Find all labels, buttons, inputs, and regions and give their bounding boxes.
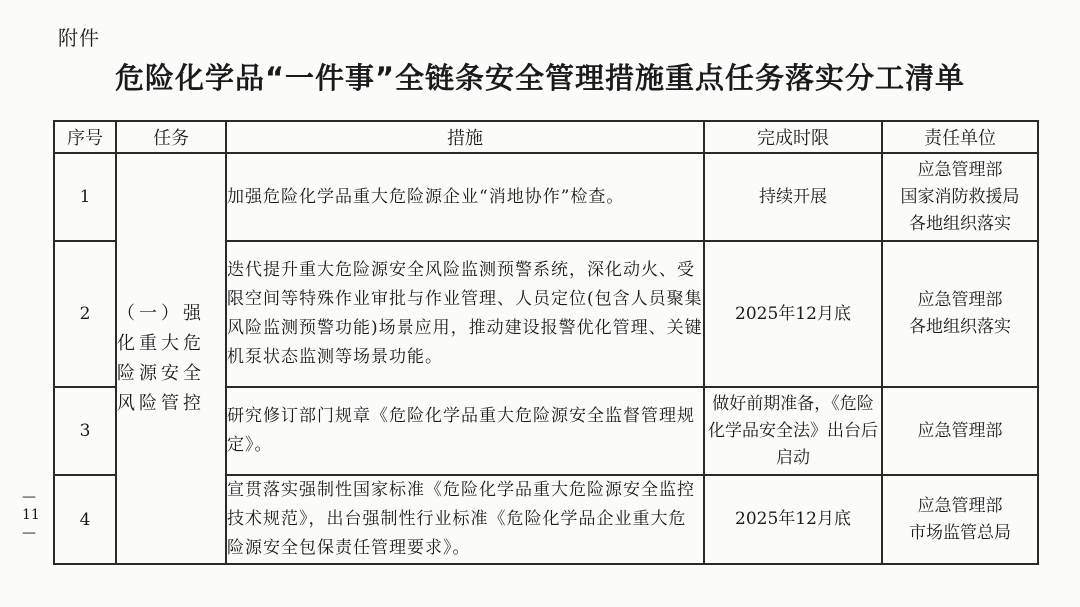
- measure-cell: 研究修订部门规章《危险化学品重大危险源安全监督管理规定》。: [226, 387, 704, 475]
- measure-cell: 加强危险化学品重大危险源企业“消地协作”检查。: [226, 153, 704, 241]
- page-number-value: 11: [22, 507, 40, 523]
- header-task: 任务: [116, 121, 226, 153]
- page-number: [22, 488, 40, 542]
- measure-cell: 迭代提升重大危险源安全风险监测预警系统，深化动火、受限空间等特殊作业审批与作业管理、人员定位(包含人员聚集风险监测预警功能)场景应用，推动建设报警优化管理、关键机泵状态监测等场景功能。: [226, 241, 704, 387]
- row-number: 3: [54, 387, 116, 475]
- unit-name: 应急管理部: [917, 159, 1003, 180]
- deadline-cell: 2025年12月底: [704, 241, 882, 387]
- page-number-dash-bottom: —: [22, 525, 36, 541]
- row-number: 1: [54, 153, 116, 241]
- row-number: 4: [54, 475, 116, 564]
- unit-name: 国家消防救援局: [900, 186, 1020, 207]
- deadline-cell: 做好前期准备，《危险化学品安全法》出台后启动: [704, 387, 882, 475]
- unit-cell: [882, 387, 1038, 475]
- document-title: 危险化学品“一件事”全链条安全管理措施重点任务落实分工清单: [114, 61, 966, 95]
- table-header-row: [54, 121, 1038, 153]
- unit-name: 应急管理部: [917, 290, 1003, 310]
- row-number: 2: [54, 241, 116, 387]
- unit-name: 应急管理部: [917, 420, 1003, 441]
- attachment-label: 附件: [58, 26, 100, 50]
- deadline-cell: 2025年12月底: [704, 475, 882, 564]
- unit-cell: [882, 475, 1038, 564]
- unit-cell: [882, 153, 1038, 241]
- deadline-cell: 持续开展: [704, 153, 882, 241]
- header-deadline: 完成时限: [704, 121, 882, 153]
- header-unit: 责任单位: [882, 121, 1038, 153]
- task-group-cell: （一）强化重大危险源安全风险管控: [116, 153, 226, 564]
- table-row: [54, 153, 1038, 241]
- page-number-dash-top: —: [22, 489, 36, 505]
- measure-cell: 宣贯落实强制性国家标准《危险化学品重大危险源安全监控技术规范》，出台强制性行业标准《危险化学品企业重大危险源安全包保责任管理要求》。: [226, 475, 704, 564]
- unit-name: 市场监管总局: [909, 522, 1011, 543]
- unit-cell: [882, 241, 1038, 387]
- unit-name: 应急管理部: [917, 495, 1003, 516]
- unit-name: 各地组织落实: [909, 213, 1011, 234]
- header-measure: 措施: [226, 121, 704, 153]
- header-no: 序号: [54, 121, 116, 153]
- task-assignment-table: [53, 120, 1039, 565]
- unit-name: 各地组织落实: [909, 317, 1011, 337]
